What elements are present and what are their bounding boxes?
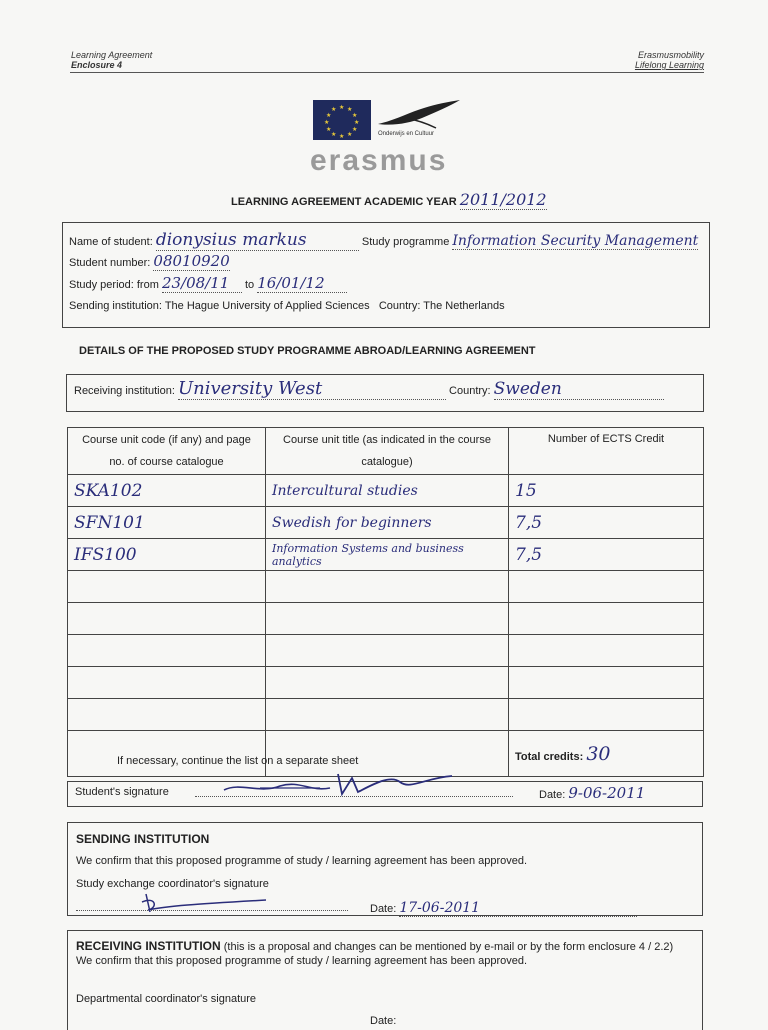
empty-cell	[509, 635, 704, 667]
courses-table	[67, 427, 704, 777]
empty-cell	[266, 603, 509, 635]
course-credits: 15	[509, 475, 704, 507]
receiving-country-label: Country:	[449, 385, 491, 397]
empty-cell	[509, 571, 704, 603]
study-period-row	[69, 274, 347, 293]
student-number-row	[69, 252, 230, 270]
total-credits-label: Total credits:	[515, 750, 584, 763]
sending-signature-label: Study exchange coordinator's signature	[76, 878, 269, 890]
study-period-to: 16/01/12	[257, 274, 347, 293]
sending-confirm-text: We confirm that this proposed programme of study / learning agreement has been approved.	[76, 855, 528, 867]
coordinator-signature-image	[136, 890, 276, 916]
erasmus-wordmark: erasmus	[310, 144, 448, 177]
sending-institution-value: The Hague University of Applied Sciences	[164, 300, 370, 312]
sending-country-label: Country:	[378, 300, 421, 312]
student-signature-label: Student's signature	[75, 786, 169, 798]
student-number-label: Student number:	[69, 257, 151, 269]
continue-note: If necessary, continue the list on a separate sheet	[117, 755, 359, 767]
sending-institution-row	[69, 300, 505, 312]
header-ects-credits: Number of ECTS Credit	[509, 428, 704, 475]
details-heading: DETAILS OF THE PROPOSED STUDY PROGRAMME ABROAD/LEARNING AGREEMENT	[79, 345, 536, 357]
empty-cell	[266, 571, 509, 603]
eu-flag-icon: ★ ★ ★ ★ ★ ★ ★ ★ ★ ★ ★ ★	[313, 100, 371, 140]
empty-cell	[266, 699, 509, 731]
receiving-date-label: Date:	[370, 1015, 397, 1027]
table-row	[68, 667, 704, 699]
study-period-label: Study period: from	[69, 279, 159, 291]
empty-cell	[266, 635, 509, 667]
course-code: SKA102	[68, 475, 266, 507]
header-course-code: Course unit code (if any) and page no. of course catalogue	[68, 428, 266, 475]
student-name-label: Name of student:	[69, 236, 153, 248]
student-name-row	[69, 230, 698, 251]
table-row	[68, 603, 704, 635]
table-row	[68, 539, 704, 571]
course-title: Swedish for beginners	[266, 507, 509, 539]
header-lifelong: Lifelong Learning	[634, 60, 704, 70]
empty-cell	[266, 667, 509, 699]
student-name-value: dionysius markus	[156, 230, 359, 251]
header-rule	[70, 72, 704, 73]
course-code: IFS100	[68, 539, 266, 571]
header-enclosure: Enclosure 4	[71, 60, 123, 70]
course-credits: 7,5	[509, 507, 704, 539]
study-programme-label: Study programme	[361, 236, 450, 248]
table-row	[68, 507, 704, 539]
sending-institution-label: Sending institution:	[69, 300, 162, 312]
academic-year: 2011/2012	[459, 190, 547, 209]
course-title: Intercultural studies	[266, 475, 509, 507]
empty-cell	[68, 667, 266, 699]
receiving-confirm-text: We confirm that this proposed programme of study / learning agreement has been approved.	[76, 955, 528, 967]
title-label: LEARNING AGREEMENT ACADEMIC YEAR	[231, 196, 457, 208]
sending-date-value: 17-06-2011	[399, 900, 637, 917]
empty-cell	[68, 571, 266, 603]
receiving-section-text	[76, 939, 676, 968]
sending-date-label: Date:	[370, 903, 397, 915]
study-period-from: 23/08/11	[162, 274, 242, 293]
empty-cell	[509, 699, 704, 731]
ministry-name: Onderwijs en Cultuur	[378, 131, 435, 137]
receiving-institution-value: University West	[178, 378, 446, 400]
courses-header-row	[68, 428, 704, 475]
table-row	[68, 699, 704, 731]
table-row	[68, 571, 704, 603]
receiving-signature-label: Departmental coordinator's signature	[76, 993, 257, 1005]
receiving-institution-row	[74, 378, 664, 400]
receiving-section-heading: RECEIVING INSTITUTION	[76, 939, 221, 953]
empty-cell	[68, 603, 266, 635]
ministry-bird-icon	[376, 98, 462, 132]
receiving-institution-label: Receiving institution:	[74, 385, 175, 397]
table-row	[68, 475, 704, 507]
header-doc-name: Learning Agreement	[71, 50, 153, 60]
course-credits: 7,5	[509, 539, 704, 571]
student-date-row	[539, 784, 645, 802]
empty-cell	[68, 635, 266, 667]
study-period-to-label: to	[245, 279, 255, 291]
empty-cell	[68, 699, 266, 731]
agreement-title	[231, 190, 547, 209]
study-programme-value: Information Security Management	[452, 233, 699, 249]
receiving-section-note: (this is a proposal and changes can be mentioned by e-mail or by the form enclosure 4 / 2.2)	[223, 941, 674, 953]
empty-cell	[509, 603, 704, 635]
header-course-title: Course unit title (as indicated in the course catalogue)	[266, 428, 509, 475]
course-title: Information Systems and business analytics	[266, 539, 509, 571]
student-date-label: Date:	[539, 789, 566, 801]
student-number-value: 08010920	[153, 252, 230, 270]
empty-cell	[509, 667, 704, 699]
sending-section-heading: SENDING INSTITUTION	[76, 832, 210, 846]
header-left	[71, 50, 152, 70]
table-row	[68, 635, 704, 667]
header-programme: Erasmusmobility	[637, 50, 704, 60]
total-credits-value: 30	[586, 742, 611, 765]
receiving-country-value: Sweden	[494, 379, 664, 400]
header-right	[635, 50, 704, 70]
sending-country-value: The Netherlands	[423, 300, 505, 312]
student-date-value: 9-06-2011	[568, 784, 646, 802]
total-credits-cell	[509, 731, 704, 777]
course-code: SFN101	[68, 507, 266, 539]
student-signature-image	[220, 768, 460, 800]
sending-date-row	[370, 900, 637, 917]
